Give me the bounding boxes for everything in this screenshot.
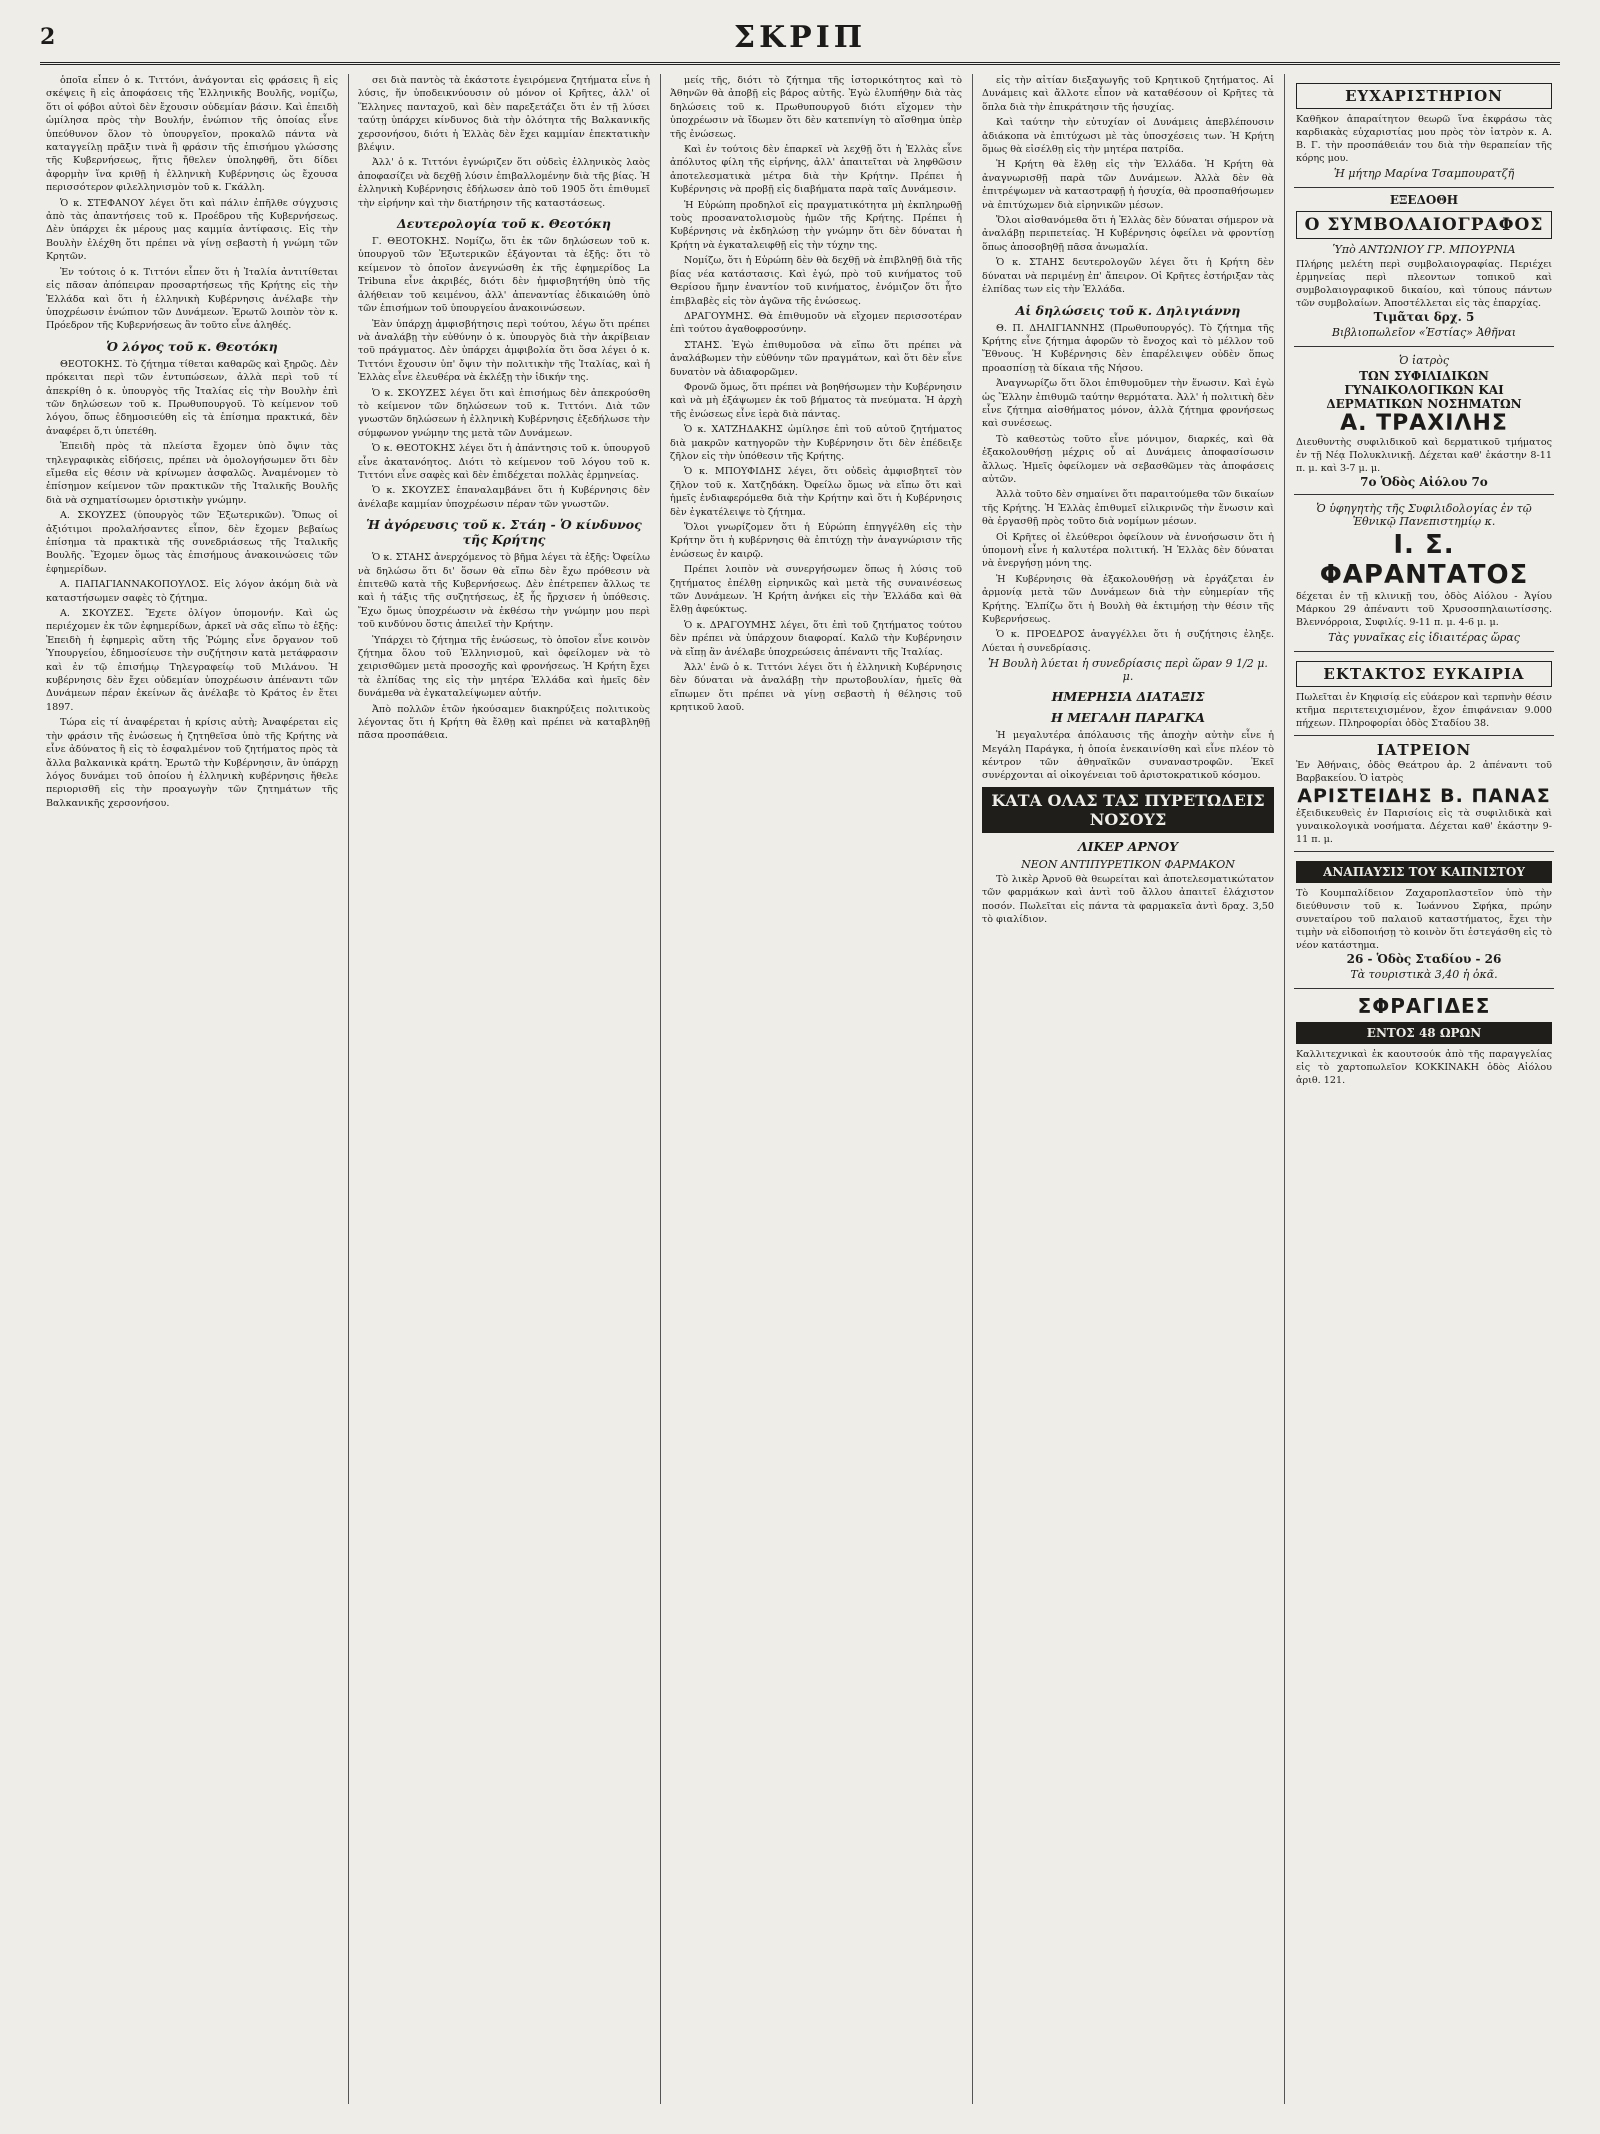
ad-urgent-title: ΕΚΤΑΚΤΟΣ ΕΥΚΑΙΡΙΑ (1296, 661, 1552, 687)
article-paragraph: Ἀλλὰ τοῦτο δὲν σημαίνει ὅτι παραιτούμεθα τῶν δικαίων τῆς Κρήτης. Ἡ Ἑλλὰς ἐπιθυμεῖ εἰλικρινῶς τὴν ἕνωσιν καὶ θὰ ἐργασθῇ πρὸς τοῦτο διὰ νομίμων μέσων. (982, 489, 1274, 528)
ad-shop-text: Τὸ Κουμπαλίδειον Ζαχαροπλαστεῖον ὑπὸ τὴν διεύθυνσιν τοῦ κ. Ἰωάννου Σφήκα, πρώην συνεταίρου τοῦ παλαιοῦ καταστήματος, ἔχει τὴν τιμὴν νὰ εἰδοποιήσῃ τὸ κοινὸν ὅτι ἐστεγάσθη εἰς τὸ νέον κατάστημα. (1296, 888, 1552, 951)
ad-doctor (1294, 347, 1554, 495)
article-paragraph: Ἡ Εὐρώπη προδηλοῖ εἰς πραγματικότητα μὴ ἐκπληρωθῇ τοὺς προσανατολισμοὺς ἡμῶν τῆς Κρήτης. Πρέπει ἡ Κυβέρνησις νὰ ἐκδηλώσῃ τὴν γνώμην ὅτι δὲν δύναται ἡ Κρήτη νὰ ἐγκαταλειφθῇ εἰς τὴν τύχην της. (670, 199, 962, 251)
article-paragraph: Α. ΣΚΟΥΖΕΣ (ὑπουργὸς τῶν Ἐξωτερικῶν). Ὅπως οἱ ἀξιότιμοι προλαλήσαντες εἶπον, δὲν ἔχομεν βεβαίως ἐπίσημα τὰ πρακτικὰ τῆς συνεδριάσεως τῆς Ἰταλικῆς Βουλῆς. Ἔχομεν ὅμως τὰς ἐπισήμους ἀνακοινώσεις τῶν ἐφημερίδων. (46, 510, 338, 575)
article-heading: Δευτερολογία τοῦ κ. Θεοτόκη (397, 216, 611, 232)
article-paragraph: Ἡ Κρήτη θὰ ἔλθῃ εἰς τὴν Ἑλλάδα. Ἡ Κρήτη θὰ ἀναγνωρισθῇ παρὰ τῶν Δυνάμεων. Ἀλλὰ δὲν θὰ ἐπιτρέψωμεν νὰ καταστραφῇ ἡ ἡσυχία, θὰ προσπαθήσωμεν νὰ ἐπιτύχωμεν διὰ εἰρηνικῶν μέσων. (982, 159, 1274, 211)
article-paragraph: Ἐὰν ὑπάρχῃ ἀμφισβήτησις περὶ τούτου, λέγω ὅτι πρέπει νὰ ἀναλάβῃ τὴν εὐθύνην ὁ κ. ὑπουργὸς διὰ τὴν ἀκρίβειαν τοῦ πράγματος. Δὲν ὑπάρχει ἀμφιβολία ὅτι ὅσα λέγει ὁ κ. Τιττόνι ἔχουσιν ὑπ' ὄψιν τὴν πολιτικὴν τῆς Ἰταλίας, καὶ ἡ Ἑλλὰς εἶνε ἐλευθέρα νὰ ἐκλέξῃ τὴν ἰδικήν της. (358, 318, 650, 384)
article-paragraph: Τὸ καθεστὼς τοῦτο εἶνε μόνιμον, διαρκές, καὶ θὰ ἐξακολουθήσῃ μέχρις οὗ αἱ Δυνάμεις ἀποφασίσωσιν ἄλλως. Ἡμεῖς ὀφείλομεν νὰ σεβασθῶμεν τὰς ἀποφάσεις αὐτῶν. (982, 433, 1274, 485)
article-paragraph: Ὁ κ. ΣΚΟΥΖΕΣ ἐπαναλαμβάνει ὅτι ἡ Κυβέρνησις δὲν ἀνέλαβε καμμίαν ὑποχρέωσιν πέραν τῶν γνωστῶν. (358, 485, 650, 510)
ad-seals-text: Καλλιτεχνικαὶ ἐκ καουτσούκ ἀπὸ τῆς παραγγελίας εἰς τὸ χαρτοπωλεῖον ΚΟΚΚΙΝΑΚΗ ὁδὸς Αἰόλου ἀριθ. 121. (1296, 1049, 1552, 1086)
article-paragraph: Καὶ ταύτην τὴν εὐτυχίαν οἱ Δυνάμεις ἀπεβλέπουσιν ἀδιάκοπα νὰ ἐπιτύχωσι μὲ τὰς ὑποσχέσεις των. Ἡ Κρήτη ὅμως θὰ εἰσέλθῃ εἰς τὴν μητέρα πατρίδα. (982, 117, 1274, 156)
ad-urgent-text: Πωλεῖται ἐν Κηφισίᾳ εἰς εὐάερον καὶ τερπνὴν θέσιν κτῆμα περιτετειχισμένον, ἔχον ἐπιφάνειαν 9.000 πήχεων. Πληροφορίαι ὁδὸς Σταδίου 38. (1296, 692, 1552, 729)
ad-doctor-pre: Ὁ ἰατρὸς (1398, 354, 1450, 367)
ad-farantatos-hours: Τὰς γυναῖκας εἰς ἰδιαιτέρας ὥρας (1328, 631, 1520, 644)
ad-doctor-name: Α. ΤΡΑΧΙΛΗΣ (1340, 411, 1508, 436)
article-paragraph: Α. ΠΑΠΑΓΙΑΝΝΑΚΟΠΟΥΛΟΣ. Εἰς λόγον ἀκόμη διὰ νὰ καταστήσωμεν σαφὲς τὸ ζήτημα. (46, 579, 338, 604)
ad-book-title: Ο ΣΥΜΒΟΛΑΙΟΓΡΑΦΟΣ (1296, 211, 1552, 239)
ad-doctor-specialty: ΤΩΝ ΣΥΦΙΛΙΔΙΚΩΝ ΓΥΝΑΙΚΟΛΟΓΙΚΩΝ ΚΑΙ ΔΕΡΜΑΤΙΚΩΝ ΝΟΣΗΜΑΤΩΝ (1326, 369, 1522, 411)
ad-thanks (1294, 74, 1554, 188)
ad-farantatos-name: Ι. Σ. ΦΑΡΑΝΤΑΤΟΣ (1319, 530, 1529, 590)
article-paragraph: Ἀλλ' ὁ κ. Τιττόνι ἐγνώριζεν ὅτι οὐδεὶς ἑλληνικὸς λαὸς ἀποφασίζει νὰ δεχθῇ λύσιν ἐπιβαλλομένην διὰ τῆς βίας. Ἡ ἑλληνικὴ Κυβέρνησις ἐδήλωσεν ἀπὸ τοῦ 1905 ὅτι ἐπιθυμεῖ τὴν εἰρήνην καὶ τὴν διατήρησιν τῆς καταστάσεως. (358, 157, 650, 209)
article-paragraph: Φρονῶ ὅμως, ὅτι πρέπει νὰ βοηθήσωμεν τὴν Κυβέρνησιν καὶ νὰ μὴ ἐξάψωμεν ἐκ τοῦ βήματος τὰ πνεύματα. Ἡ ἀρχὴ τῆς ἐνώσεως εἶνε ἱερὰ διὰ πάντας. (670, 381, 962, 420)
ad-seals-sub: ΕΝΤΟΣ 48 ΩΡΩΝ (1296, 1022, 1552, 1044)
article-heading: Η ΜΕΓΑΛΗ ΠΑΡΑΓΚΑ (1050, 710, 1205, 726)
ad-seals (1294, 989, 1554, 1092)
ad-clinic-title: ΙΑΤΡΕΙΟΝ (1376, 741, 1472, 759)
article-paragraph: Πρέπει λοιπὸν νὰ συνεργήσωμεν ὅπως ἡ λύσις τοῦ ζητήματος ἐπέλθῃ εἰρηνικῶς καὶ μετὰ τῆς συναινέσεως τῶν Δυνάμεων. Ἡ Κρήτη ἀνήκει εἰς τὴν Ἑλλάδα καὶ θὰ ἔλθῃ ἀφεύκτως. (670, 564, 962, 616)
ad-shop (1294, 852, 1554, 989)
ad-urgent (1294, 652, 1554, 736)
article-paragraph: Τώρα εἰς τί ἀναφέρεται ἡ κρίσις αὐτὴ; Ἀναφέρεται εἰς τὴν φράσιν τῆς ἐνώσεως ἡ ζητηθεῖσα ὑπὸ τῆς Κρήτης νὰ εἶνε ἀδύνατος ἢ εἰς τὸ ἐσφαλμένον τοῦ ζητήματος πρὸς τὰ ἄλλα βαλκανικὰ κράτη. Ἐρωτῶ τὴν Κυβέρνησιν, ἂν ὑπάρχῃ λόγος δυνάμει τοῦ ὁποίου ἡ ἑλληνικὴ κυβέρνησις ἤθελε περιορισθῆ εἰς τὴν προαγωγὴν τῶν ζητημάτων τῆς Βαλκανικῆς χερσονήσου. (46, 717, 338, 809)
article-paragraph: Α. ΣΚΟΥΖΕΣ. Ἔχετε ὀλίγον ὑπομονήν. Καὶ ὡς περιέχομεν ἐκ τῶν ἐφημερίδων, ἀρκεῖ νὰ σᾶς εἴπω τὸ ἑξῆς: Ἐπειδὴ ἡ ἐφημερὶς αὕτη τῆς Ῥώμης εἶνε ὄργανον τοῦ Ὑπουργείου, ἐδημοσίευσε τὴν συζήτησιν κατὰ μετάφρασιν καὶ ἐν τῷ ἐπισήμῳ Τηλεγραφείῳ τοῦ Μιλάνου. Ἡ κυβέρνησις δὲν ἔχει οὐδεμίαν ὑποχρέωσιν ἀπέναντι τῶν Δυνάμεων πέραν ἐκείνων ἅς ἀνέλαβε τὸ Κράτος ἐν ἔτει 1897. (46, 608, 338, 713)
column-divider (348, 74, 349, 2104)
article-paragraph: Ὁ κ. ΣΤΕΦΑΝΟΥ λέγει ὅτι καὶ πάλιν ἐπῆλθε σύγχυσις ἀπὸ τὰς ἀπαντήσεις τοῦ κ. Προέδρου τῆς Κυβερνήσεως. Δὲν ὑπάρχει ἐκ μέρους μας καμμία ἀντίφασις. Εἰς τὴν Βουλὴν ἐλέχθη ὅτι πρέπει νὰ γίνῃ σεβαστὴ ἡ γνώμη τῶν Κρητῶν. (46, 197, 338, 263)
ad-book-seller: Βιβλιοπωλεῖον «Ἑστίας» Ἀθῆναι (1331, 326, 1517, 339)
article-paragraph: Ὅλοι αἰσθανόμεθα ὅτι ἡ Ἑλλὰς δὲν δύναται σήμερον νὰ ἀναλάβῃ περιπετείας. Ἡ Κυβέρνησις ὀφείλει νὰ φροντίσῃ ὅπως ἀποσοβηθῇ πᾶσα ἀνωμαλία. (982, 215, 1274, 253)
ad-book-price: Τιμᾶται δρχ. 5 (1373, 310, 1475, 324)
ad-thanks-title: ΕΥΧΑΡΙΣΤΗΡΙΟΝ (1296, 83, 1552, 109)
article-heading: ΗΜΕΡΗΣΙΑ ΔΙΑΤΑΞΙΣ (1051, 689, 1205, 705)
article-heading: Ὁ λόγος τοῦ κ. Θεοτόκη (106, 338, 278, 354)
advertisement-column (1288, 74, 1560, 2104)
article-paragraph: Θ. Π. ΔΗΛΙΓΙΑΝΝΗΣ (Πρωθυπουργός). Τὸ ζήτημα τῆς Κρήτης εἶνε ζήτημα ἀφορῶν τὸ ἔνοχος καὶ τὸ μέλλον τοῦ Ἔθνους. Ἡ Κυβέρνησις δὲν ἐπαρέλειψεν οὐδὲν ὅπως προασπίσῃ τὰ δίκαια τῆς Νήσου. (982, 322, 1274, 374)
article-paragraph: Ὁ κ. ΠΡΟΕΔΡΟΣ ἀναγγέλλει ὅτι ἡ συζήτησις ἐληξε. Λύεται ἡ συνεδρίασις. (982, 629, 1274, 654)
ad-seals-title: ΣΦΡΑΓΙΔΕΣ (1357, 994, 1491, 1018)
ad-farantatos (1294, 495, 1554, 652)
article-paragraph: Ὁ κ. ΘΕΟΤΟΚΗΣ λέγει ὅτι ἡ ἀπάντησις τοῦ κ. ὑπουργοῦ εἶνε ἀκατανόητος. Διότι τὸ κείμενον τοῦ λόγου τοῦ κ. Τιττόνι εἶνε σαφὲς καὶ δὲν ἐπιδέχεται πολλὰς ἑρμηνείας. (358, 443, 650, 481)
article-column-1 (40, 74, 344, 2104)
article-paragraph: μείς τῆς, διότι τὸ ζήτημα τῆς ἱστορικότητος καὶ τὸ Ἀθηνῶν θὰ ἀποβῇ εἰς βάρος αὐτῆς. Ἐγὼ ἐλυπήθην διὰ τὰς δηλώσεις τοῦ κ. Πρωθυπουργοῦ διότι εἴχομεν τὴν ὑποχρέωσιν νὰ ἴδωμεν ὅτι δὲν κατεπνίγη τὸ αἴσθημα ὑπὲρ τῆς ἐνώσεως. (670, 75, 962, 140)
article-paragraph: Ἡ μεγαλυτέρα ἀπόλαυσις τῆς ἀποχὴν αὐτὴν εἶνε ἡ Μεγάλη Παράγκα, ἡ ὁποία ἐνεκαινίσθη καὶ εἶνε πλέον τὸ κέντρον τῶν ἀθηναϊκῶν συναναστροφῶν. Ἐκεῖ συνέρχονται αἱ οἰκογένειαι τοῦ ἀριστοκρατικοῦ κόσμου. (982, 730, 1274, 782)
article-paragraph: Ὁ κ. ΔΡΑΓΟΥΜΗΣ λέγει, ὅτι ἐπὶ τοῦ ζητήματος τούτου δὲν πρέπει νὰ ὑπάρχουν διαφοραί. Καλῶ τὴν Κυβέρνησιν νὰ εἴπῃ ἂν ἀνέλαβε ὑποχρεώσεις ἀπέναντι τῆς Ἰταλίας. (670, 619, 962, 658)
article-paragraph: ΘΕΟΤΟΚΗΣ. Τὸ ζήτημα τίθεται καθαρῶς καὶ ξηρῶς. Δὲν πρόκειται περὶ τῶν ἐντυπώσεων, ἀλλὰ περὶ τοῦ τί ἀπεκρίθη ὁ κ. ὑπουργὸς τῆς Ἰταλίας εἰς τὴν Βουλὴν ἐπὶ τῶν δηλώσεων τοῦ κ. Πρωθυπουργοῦ. Τὸ κείμενον τοῦ λόγου, ὅπως ἐδημοσιεύθη εἰς τὰ ἐπίσημα πρακτικά, δὲν ἀναφέρει ὅ,τι ὑπετέθη. (46, 358, 338, 437)
article-heading: ΛΙΚΕΡ ΑΡΝΟΥ (1077, 838, 1179, 854)
article-paragraph: Καὶ ἐν τούτοις δὲν ἐπαρκεῖ νὰ λεχθῇ ὅτι ἡ Ἑλλὰς εἶνε ἀπόλυτος φίλη τῆς εἰρήνης, ἀλλ' ἀπαιτεῖται νὰ ληφθῶσιν ἀποτελεσματικὰ μέτρα διὰ τὴν Κρήτην. Πρέπει ἡ Κυβέρνησις νὰ προβῇ εἰς διαβήματα παρὰ ταῖς Δυνάμεσιν. (670, 144, 962, 196)
article-subheading: Ἡ Βουλὴ λύεται ἡ συνεδρίασις περὶ ὥραν 9 1/2 μ. μ. (988, 657, 1268, 684)
article-paragraph: Ὁ κ. ΜΠΟΥΦΙΔΗΣ λέγει, ὅτι οὐδεὶς ἀμφισβητεῖ τὸν ζῆλον τοῦ κ. Χατζηδάκη. Ὀφείλω ὅμως νὰ εἴπω ὅτι καὶ ἡμεῖς ἐνδιαφερόμεθα διὰ τὴν Κρήτην καὶ ὅτι ἡ Κυβέρνησις δὲν ἐγκατέλειψε τὸ ζήτημα. (670, 466, 962, 518)
ad-clinic-text: Ἐν Ἀθήναις, ὁδὸς Θεάτρου ἀρ. 2 ἀπέναντι τοῦ Βαρβακείου. Ὁ ἰατρὸς (1296, 760, 1552, 784)
article-paragraph: Ὅλοι γνωρίζομεν ὅτι ἡ Εὐρώπη ἐπηγγέλθη εἰς τὴν Κρήτην ὅτι ἡ κυβέρνησις θὰ ἐπιτύχῃ τὴν ἀναγνώρισιν τῆς ἐνώσεως ἐν καιρῷ. (670, 522, 962, 560)
article-heading: Αἱ δηλώσεις τοῦ κ. Δηλιγιάννη (1015, 302, 1241, 318)
article-paragraph: Ἐν τούτοις ὁ κ. Τιττόνι εἶπεν ὅτι ἡ Ἰταλία ἀντιτίθεται εἰς πᾶσαν ἀπόπειραν προσαρτήσεως τῆς Κρήτης εἰς τὴν Ἑλλάδα καὶ ὅτι ἡ ἑλληνικὴ Κυβέρνησις ἀνέλαβε τὴν ὑποχρέωσιν ἐνώπιον τῶν Δυνάμεων. Ἐρωτῶ λοιπὸν τὸν κ. Πρόεδρον τῆς Κυβερνήσεως ἂν τοῦτο εἶνε ἀληθές. (46, 266, 338, 332)
article-paragraph: Ἀπὸ πολλῶν ἐτῶν ἠκούσαμεν διακηρύξεις πολιτικοὺς λέγοντας ὅτι ἡ Κρήτη θὰ ἔλθῃ καὶ πρέπει νὰ καταβληθῇ πᾶσα προσπάθεια. (358, 703, 650, 742)
ad-book-pre: ΕΞΕΔΟΘΗ (1389, 193, 1459, 207)
ad-book-text: Πλήρης μελέτη περὶ συμβολαιογραφίας. Περιέχει ἑρμηνείας περὶ πλεοντων τοπικοῦ καὶ συμβολαιογραφικοῦ δικαίου, καὶ τύπους πάντων τῶν συμβολαίων. Ἀποστέλλεται εἰς τὰς ἐπαρχίας. (1296, 259, 1552, 309)
ad-thanks-text: Καθῆκον ἀπαραίτητον θεωρῶ ἵνα ἐκφράσω τὰς καρδιακὰς εὐχαριστίας μου πρὸς τὸν ἰατρὸν κ. Α. Β. Γ. τὴν προσπάθειάν του διὰ τὴν θεραπείαν τῆς κόρης μου. (1296, 114, 1552, 164)
article-paragraph: Ἡ Κυβέρνησις θὰ ἐξακολουθήσῃ νὰ ἐργάζεται ἐν ἀρμονίᾳ μετὰ τῶν Δυνάμεων διὰ τὴν εὐημερίαν τῆς Κρήτης. Ἐλπίζω ὅτι ἡ Βουλὴ θὰ ἐκτιμήσῃ τὴν θέσιν τῆς Κυβερνήσεως. (982, 573, 1274, 626)
ad-book (1294, 188, 1554, 347)
article-paragraph: ΣΤΑΗΣ. Ἐγὼ ἐπιθυμοῦσα νὰ εἴπω ὅτι πρέπει νὰ ἀναλάβωμεν τὴν εὐθύνην τῶν πραγμάτων, καὶ ὅτι δὲν εἶνε δυνατὸν νὰ ἀδιαφορῶμεν. (670, 339, 962, 378)
article-paragraph: Νομίζω, ὅτι ἡ Εὐρώπη δὲν θὰ δεχθῇ νὰ ἐπιβληθῇ διὰ τῆς βίας νέα κατάστασις. Καὶ ἐγώ, πρὸ τοῦ κινήματος τοῦ Θερίσου ἤμην ἐναντίον τοῦ κινήματος, ἐνόμιζον ὅτι ἦτο ἐπιβλαβὲς εἰς τὸν ἀγῶνα τῆς ἐνώσεως. (670, 255, 962, 307)
column-divider (660, 74, 661, 2104)
column-divider (972, 74, 973, 2104)
article-paragraph: Ὑπάρχει τὸ ζήτημα τῆς ἐνώσεως, τὸ ὁποῖον εἶνε κοινὸν ζήτημα ὅλου τοῦ Ἑλληνισμοῦ, καὶ ὀφείλομεν νὰ τὸ χειρισθῶμεν μετὰ προσοχῆς καὶ φρονήσεως. Ἡ Κρήτη ἔχει τὰ ἐλπίδας της εἰς τὴν μητέρα Ἑλλάδα καὶ ἡμεῖς δὲν δυνάμεθα νὰ ἐγκαταλείψωμεν αὐτήν. (358, 634, 650, 700)
ad-shop-title: ΑΝΑΠΑΥΣΙΣ ΤΟΥ ΚΑΠΝΙΣΤΟΥ (1296, 861, 1552, 883)
article-paragraph: Ὁ κ. ΣΤΑΗΣ ἀνερχόμενος τὸ βῆμα λέγει τὰ ἑξῆς: Ὀφείλω νὰ δηλώσω ὅτι δι' ὅσων θὰ εἴπω δὲν ἔχω πρόθεσιν νὰ ἐπιτεθῶ κατὰ τῆς Κυβερνήσεως. Δὲν ἐπέτρεπεν ἄλλως τε καὶ ἡ τάξις τῆς συζητήσεως, ἐξ ἧς ἤρχισεν ἡ ὑπόθεσις. Ἔχω ὅμως ὑποχρέωσιν νὰ ἐκθέσω τὴν γνώμην μου περὶ τοῦ κινδύνου ὅστις ἀπειλεῖ τὴν Κρήτην. (358, 552, 650, 631)
ad-clinic-text-2: ἐξειδικευθεὶς ἐν Παρισίοις εἰς τὰ συφιλιδικὰ καὶ γυναικολογικὰ νοσήματα. Δέχεται καθ' ἑκάστην 9-11 π. μ. (1296, 808, 1552, 845)
article-paragraph: Γ. ΘΕΟΤΟΚΗΣ. Νομίζω, ὅτι ἐκ τῶν δηλώσεων τοῦ κ. ὑπουργοῦ τῶν Ἐξωτερικῶν ἐξάγονται τὰ ἑξῆς: ὅτι τὸ κείμενον τὸ ὁποῖον ἀνεγνώσθη ἐκ τῆς ἐφημερίδος La Tribuna εἶνε ἀκριβές, διότι δὲν ἠμφισβητήθη ὑπὸ τῆς ἀλήθειαν τοῦ κειμένου, ἀλλ' ἀπεναντίας ἐδικαιώθη ὑπὸ τῶν ἐπισήμων τοῦ ὑπουργείου ἀνακοινώσεων. (358, 236, 650, 315)
masthead (40, 18, 1560, 65)
article-paragraph: Τὸ λικὲρ Ἀρνοῦ θὰ θεωρείται καὶ ἀποτελεσματικώτατον τῶν φαρμάκων καὶ ἀντὶ τοῦ ἄλλου ἀπαιτεῖ ἐλάχιστον ποσόν. Πωλεῖται εἰς πάντα τὰ φαρμακεῖα ἀντὶ δραχ. 3,50 τὸ φιαλίδιον. (982, 873, 1274, 926)
article-heading: Ἡ ἀγόρευσις τοῦ κ. Στάη - Ὁ κίνδυνος τῆς Κρήτης (366, 517, 642, 548)
ad-banner: ΚΑΤΑ ΟΛΑΣ ΤΑΣ ΠΥΡΕΤΩΔΕΙΣ ΝΟΣΟΥΣ (982, 787, 1274, 833)
ad-thanks-signature: Ἡ μήτηρ Μαρίνα Τσαμπουρατζῆ (1333, 167, 1515, 180)
ad-shop-address: 26 - Ὁδὸς Σταδίου - 26 (1346, 952, 1502, 966)
article-paragraph: σει διὰ παντὸς τὰ ἐκάστοτε ἐγειρόμενα ζητήματα εἶνε ἡ λύσις, ἥν ὑποδεικνύουσιν οὐ μόνον οἱ Κρῆτες, ἀλλ' οἱ Ἕλληνες πανταχοῦ, καὶ δὲν παρεξετάζει ὅτι ἐν τῇ λύσει ταύτῃ ὑπάρχει κίνδυνος διὰ τὴν ὁλότητα τῆς Βαλκανικῆς χερσονήσου, διότι ἡ Ἑλλὰς δὲν ἔχει καμμίαν ἐπεκτατικὴν βλέψιν. (358, 75, 650, 154)
ad-doctor-text: Διευθυντὴς συφιλιδικοῦ καὶ δερματικοῦ τμήματος ἐν τῇ Νέᾳ Πολυκλινικῇ. Δέχεται καθ' ἑκάστην 8-11 π. μ. καὶ 3-7 μ. μ. (1296, 437, 1552, 474)
ad-book-author: Ὑπὸ ΑΝΤΩΝΙΟΥ ΓΡ. ΜΠΟΥΡΝΙΑ (1332, 243, 1516, 256)
article-paragraph: Ὁ κ. ΣΤΑΗΣ δευτερολογῶν λέγει ὅτι ἡ Κρήτη δὲν δύναται νὰ περιμένῃ ἐπ' ἄπειρον. Οἱ Κρῆτες ἐστήριξαν τὰς ἐλπίδας των εἰς τὴν Ἑλλάδα. (982, 257, 1274, 296)
ad-doctor-address: 7ο Ὁδὸς Αἰόλου 7ο (1360, 475, 1488, 489)
article-column-2 (352, 74, 656, 2104)
article-paragraph: Οἱ Κρῆτες οἱ ἐλεύθεροι ὀφείλουν νὰ ἐννοήσωσιν ὅτι ἡ ὑπομονὴ εἶνε ἡ καλυτέρα πολιτική. Ἡ Ἑλλὰς δὲν δύναται νὰ ἐνεργήσῃ μόνη της. (982, 531, 1274, 570)
article-column-3 (664, 74, 968, 2104)
article-paragraph: Ἀναγνωρίζω ὅτι ὅλοι ἐπιθυμοῦμεν τὴν ἕνωσιν. Καὶ ἐγὼ ὡς Ἕλλην ἐπιθυμῶ ταύτην θερμότατα. Ἀλλ' ἡ πολιτικὴ δὲν εἶνε ζήτημα αἰσθήματος μόνον, ἀλλὰ ζήτημα φρονήσεως καὶ συνέσεως. (982, 378, 1274, 430)
column-divider (1284, 74, 1285, 2104)
article-subheading: ΝΕΟΝ ΑΝΤΙΠΥΡΕΤΙΚΟΝ ΦΑΡΜΑΚΟΝ (1021, 857, 1235, 871)
article-paragraph: ΔΡΑΓΟΥΜΗΣ. Θὰ ἐπιθυμοῦν νὰ εἴχομεν περισσοτέραν ἐπὶ τούτου ἀγαθοφροσύνην. (670, 310, 962, 336)
article-paragraph: ὁποῖα εἶπεν ὁ κ. Τιττόνι, ἀνάγονται εἰς φράσεις ἢ εἰς σκέψεις ἢ εἰς ἀποφάσεις τῆς Ἑλληνικῆς Βουλῆς, νομίζω, ὅτι οἱ φόβοι αὐτοὶ δὲν ἔχουσιν οὐδεμίαν βάσιν. Καὶ ἐπειδὴ ὡμίλησα πρὸς τὴν Βουλήν, ἐνώπιον τῆς ὁποίας εἶνε ὑπεύθυνον ὅλον τὸ ὑπουργεῖον, προκαλῶ πάντα νὰ καταγγείλῃ πρᾶξιν τινὰ ἢ φράσιν τῆς ἐπισήμου γλώσσης τῆς Κυβερνήσεως, ἥτις ἤθελεν ὑποληφθῆ, ὅτι δίδει ἀφορμὴν ἵνα κριθῇ ἡ ἑλληνικὴ Κυβέρνησις ὡς ἔχουσα περισσότερον φιλελληνισμὸν τοῦ κ. Γκάλλη. (46, 75, 338, 194)
ad-shop-price: Τὰ τουριστικὰ 3,40 ἡ ὀκᾶ. (1350, 968, 1498, 981)
article-paragraph: εἰς τὴν αἰτίαν διεξαγωγῆς τοῦ Κρητικοῦ ζητήματος. Αἱ Δυνάμεις καὶ ἄλλοτε εἶπον νὰ καταθέσουν οἱ Κρῆτες τὰ ὅπλα διὰ τὴν ἐπικράτησιν τῆς ἡσυχίας. (982, 75, 1274, 113)
article-paragraph: Ὁ κ. ΧΑΤΖΗΔΑΚΗΣ ὡμίλησε ἐπὶ τοῦ αὐτοῦ ζητήματος διὰ μακρῶν κατηγορῶν τὴν Κυβέρνησιν ὅτι δὲν ἐπέδειξε ζῆλον εἰς τὴν ὑπόθεσιν τῆς Κρήτης. (670, 424, 962, 462)
ad-farantatos-text: δέχεται ἐν τῇ κλινικῇ του, ὁδὸς Αἰόλου - Ἀγίου Μάρκου 29 ἀπέναντι τοῦ Χρυσοσπηλαιωτίσσης. Βλεννόρροια, Συφιλίς. 9-11 π. μ. 4-6 μ. μ. (1296, 591, 1552, 628)
article-paragraph: Ὁ κ. ΣΚΟΥΖΕΣ λέγει ὅτι καὶ ἐπισήμως δὲν ἀπεκρούσθη τὸ κείμενον τῶν δηλώσεων τοῦ κ. Τιττόνι. Διὰ τῶν γνωστῶν δηλώσεων ἡ ἑλληνικὴ Κυβέρνησις ἐξεδήλωσε τὴν σύμφωνον γνώμην της μετὰ τῶν Δυνάμεων. (358, 387, 650, 439)
page-number: 2 (40, 24, 56, 50)
ad-farantatos-pre: Ὁ ὑφηγητὴς τῆς Συφιλιδολογίας ἐν τῷ Ἐθνικῷ Πανεπιστημίῳ κ. (1316, 502, 1532, 528)
ad-clinic (1294, 736, 1554, 852)
newspaper-title: ΣΚΡΙΠ (733, 20, 867, 55)
ad-clinic-name: ΑΡΙΣΤΕΙΔΗΣ Β. ΠΑΝΑΣ (1297, 785, 1551, 807)
article-column-4 (976, 74, 1280, 2104)
article-paragraph: Ἀλλ' ἐνῶ ὁ κ. Τιττόνι λέγει ὅτι ἡ ἑλληνικὴ Κυβέρνησις δὲν δύναται νὰ ἀναλάβῃ τὴν πρωτοβουλίαν, ἡμεῖς θὰ εἴπωμεν ὅτι πρέπει νὰ γίνῃ σεβαστὴ ἡ θέλησις τοῦ κρητικοῦ λαοῦ. (670, 662, 962, 714)
article-paragraph: Ἐπειδὴ πρὸς τὰ πλείστα ἔχομεν ὑπὸ ὄψιν τὰς τηλεγραφικὰς εἰδήσεις, πρέπει νὰ ὁμολογήσωμεν ὅτι δὲν εἴμεθα εἰς θέσιν νὰ κρίνωμεν ἀσφαλῶς. Ἀναμένομεν τὸ ἐπίσημον κείμενον τῶν πρακτικῶν τῆς Ἰταλικῆς Βουλῆς διὰ νὰ σχηματίσωμεν ὁριστικὴν γνώμην. (46, 441, 338, 506)
